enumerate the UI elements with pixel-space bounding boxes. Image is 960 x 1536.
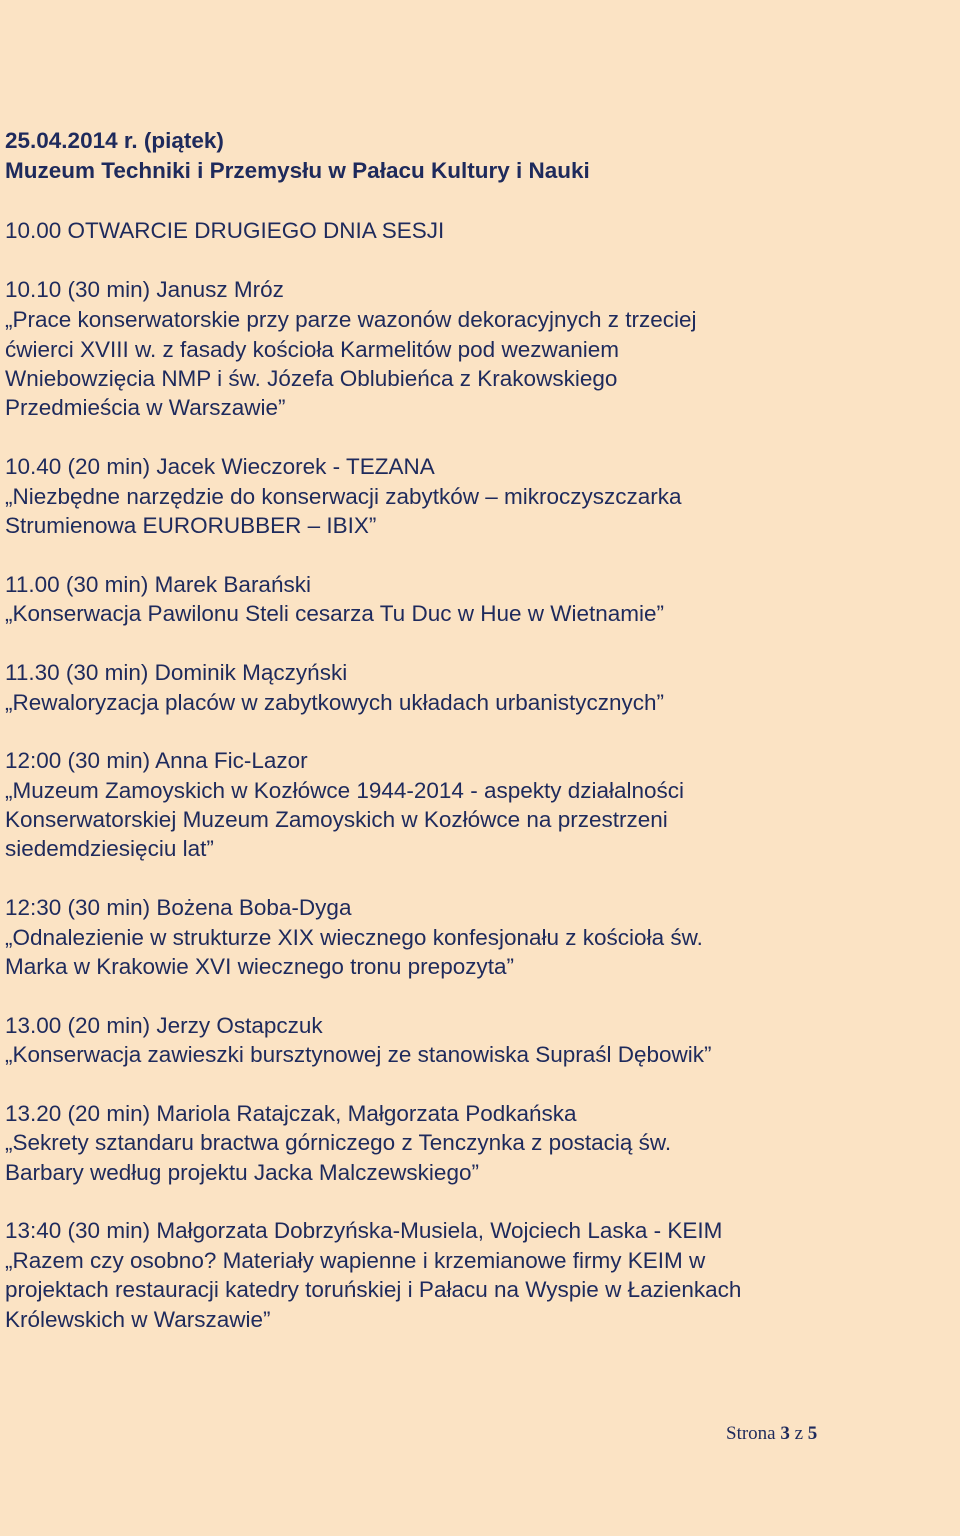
talk-title-line: siedemdziesięciu lat” <box>5 836 214 861</box>
page-header <box>5 126 590 186</box>
talk-heading: 10.10 (30 min) Janusz Mróz <box>5 277 284 302</box>
talk-title-line: „Odnalezienie w strukturze XIX wiecznego konfesjonału z kościoła św. <box>5 925 703 950</box>
talk-title-line: „Niezbędne narzędzie do konserwacji zabytków – mikroczyszczarka <box>5 484 682 509</box>
talk-title-line: ćwierci XVIII w. z fasady kościoła Karmelitów pod wezwaniem <box>5 337 619 362</box>
page-sep: z <box>794 1423 804 1444</box>
talk-title-line: projektach restauracji katedry toruńskiej i Pałacu na Wyspie w Łazienkach <box>5 1277 742 1302</box>
page-current: 3 <box>780 1423 790 1444</box>
session-date: 25.04.2014 r. (piątek) <box>5 128 224 153</box>
session-venue: Muzeum Techniki i Przemysłu w Pałacu Kultury i Nauki <box>5 158 590 183</box>
talk-heading: 10.40 (20 min) Jacek Wieczorek - TEZANA <box>5 454 435 479</box>
talk-title-line: Barbary według projektu Jacka Malczewskiego” <box>5 1160 479 1185</box>
page-label: Strona <box>726 1423 776 1444</box>
opening-line: 10.00 OTWARCIE DRUGIEGO DNIA SESJI <box>5 218 445 243</box>
page-total: 5 <box>807 1423 818 1444</box>
talk-heading: 12:30 (30 min) Bożena Boba-Dyga <box>5 895 352 920</box>
talk-title-line: „Razem czy osobno? Materiały wapienne i krzemianowe firmy KEIM w <box>5 1248 706 1273</box>
talk-title-line: „Rewaloryzacja placów w zabytkowych układach urbanistycznych” <box>5 690 665 715</box>
talk-heading: 11.30 (30 min) Dominik Mączyński <box>5 660 348 685</box>
talk-heading: 11.00 (30 min) Marek Barański <box>5 572 311 597</box>
talk-title-line: „Konserwacja Pawilonu Steli cesarza Tu Duc w Hue w Wietnamie” <box>5 601 665 626</box>
talk-title-line: Konserwatorskiej Muzeum Zamoyskich w Kozłówce na przestrzeni <box>5 807 668 832</box>
talk-heading: 13.20 (20 min) Mariola Ratajczak, Małgorzata Podkańska <box>5 1101 577 1126</box>
talk-title-line: Przedmieścia w Warszawie” <box>5 395 286 420</box>
talk-title-line: Wniebowzięcia NMP i św. Józefa Oblubieńca z Krakowskiego <box>5 366 618 391</box>
talk-title-line: „Konserwacja zawieszki bursztynowej ze stanowiska Supraśl Dębowik” <box>5 1042 712 1067</box>
talk-title-line: „Prace konserwatorskie przy parze wazonów dekoracyjnych z trzeciej <box>5 307 697 332</box>
talk-title-line: „Muzeum Zamoyskich w Kozłówce 1944-2014 - aspekty działalności <box>5 778 685 803</box>
page-number-footer <box>726 1421 817 1447</box>
talk-heading: 13.00 (20 min) Jerzy Ostapczuk <box>5 1013 323 1038</box>
talk-title-line: Królewskich w Warszawie” <box>5 1307 271 1332</box>
talk-title-line: „Sekrety sztandaru bractwa górniczego z Tenczynka z postacią św. <box>5 1130 672 1155</box>
talk-heading: 12:00 (30 min) Anna Fic-Lazor <box>5 748 308 773</box>
talk-title-line: Strumienowa EURORUBBER – IBIX” <box>5 513 377 538</box>
talk-heading: 13:40 (30 min) Małgorzata Dobrzyńska-Musiela, Wojciech Laska - KEIM <box>5 1218 723 1243</box>
talk-title-line: Marka w Krakowie XVI wiecznego tronu prepozyta” <box>5 954 514 979</box>
